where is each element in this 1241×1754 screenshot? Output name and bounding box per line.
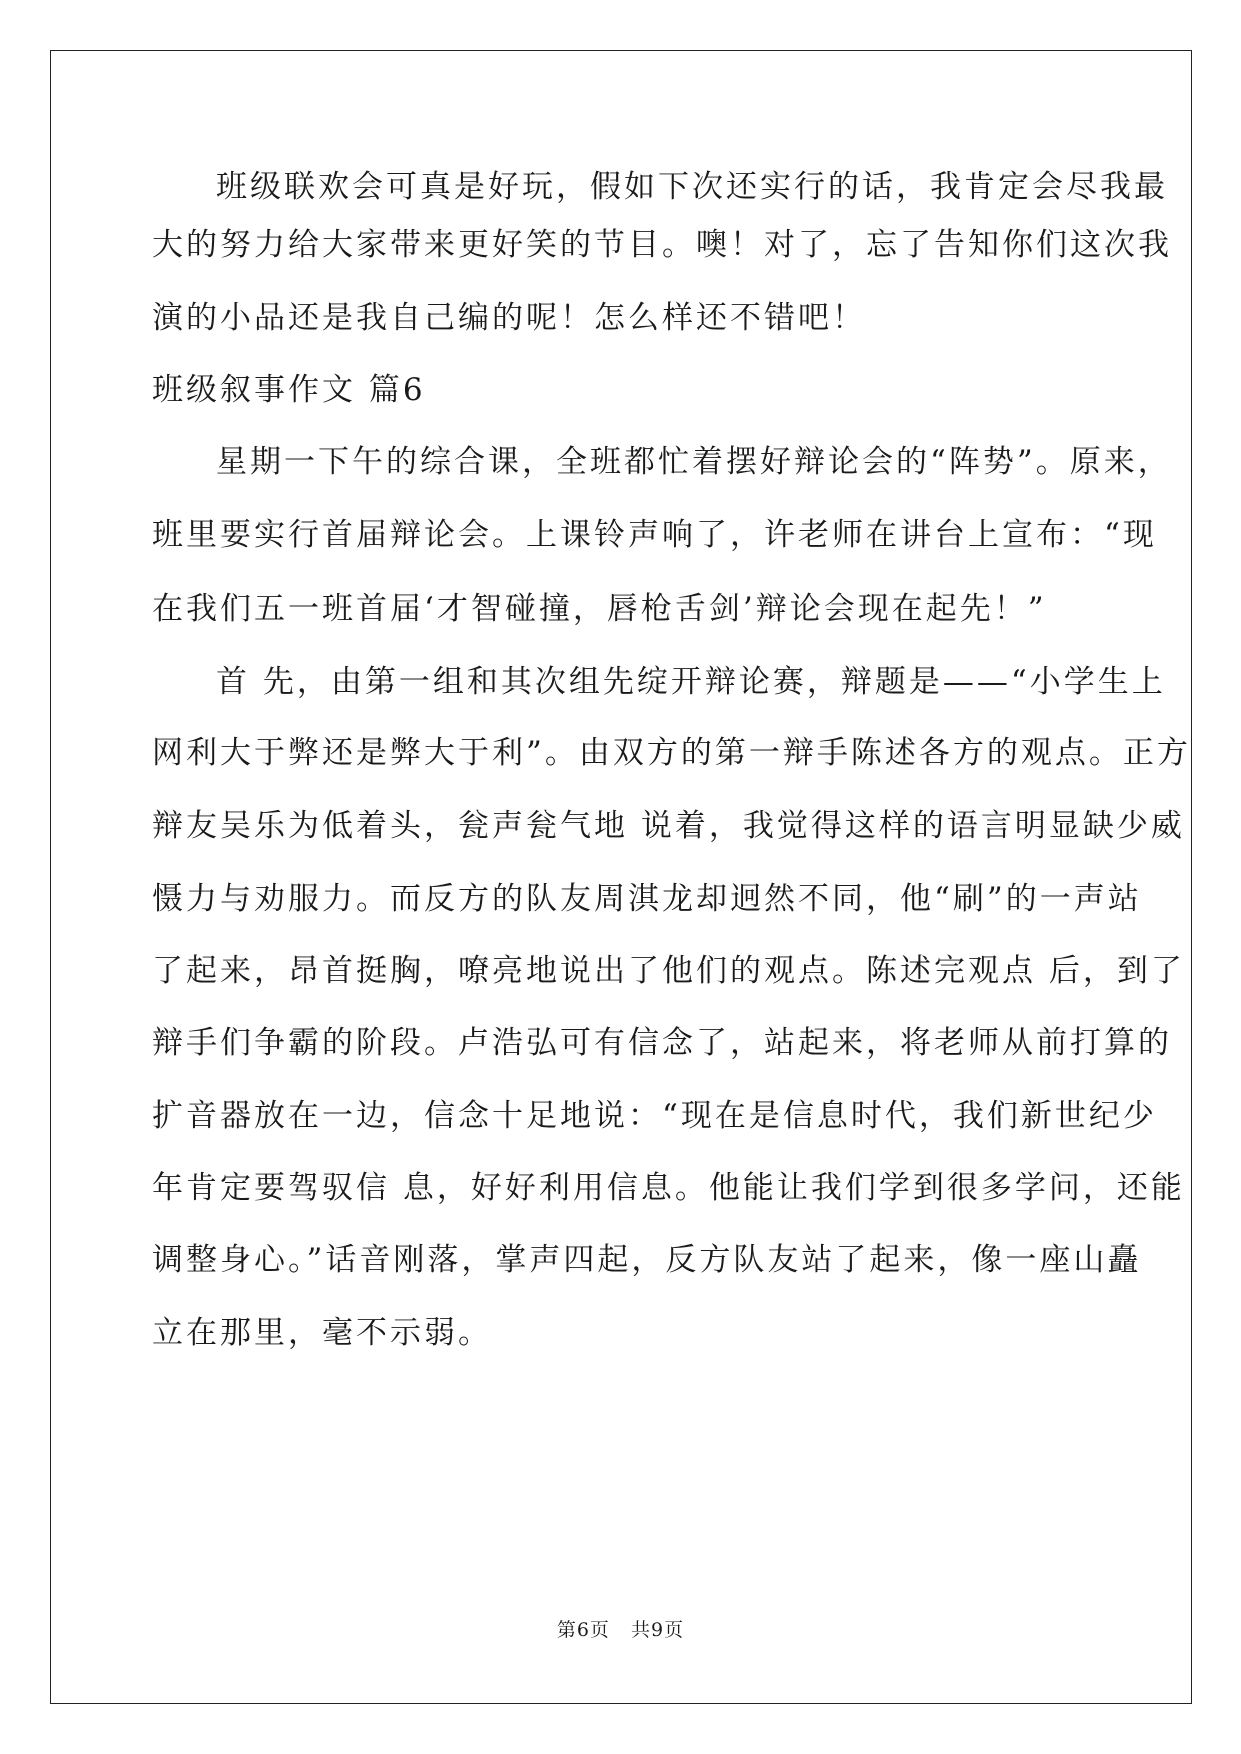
text-line: 星期一下午的综合课，全班都忙着摆好辩论会的“阵势”。原来， bbox=[216, 444, 1172, 480]
page-border bbox=[50, 50, 1192, 1704]
text-line: 班级联欢会可真是好玩，假如下次还实行的话，我肯定会尽我最 bbox=[216, 169, 1168, 205]
text-line: 扩音器放在一边，信念十足地说：“现在是信息时代，我们新世纪少 bbox=[152, 1098, 1157, 1134]
page-footer: 第6页 共9页 bbox=[556, 1619, 685, 1641]
text-line: 调整身心。”话音刚落，掌声四起，反方队友站了起来，像一座山矗 bbox=[152, 1242, 1142, 1278]
text-line: 网利大于弊还是弊大于利”。由双方的第一辩手陈述各方的观点。正方 bbox=[152, 735, 1191, 771]
text-line: 辩友吴乐为低着头，瓮声瓮气地 说着，我觉得这样的语言明显缺少威 bbox=[152, 808, 1185, 844]
text-line: 班里要实行首届辩论会。上课铃声响了，许老师在讲台上宣布：“现 bbox=[152, 517, 1157, 553]
section-heading: 班级叙事作文 篇6 bbox=[152, 372, 426, 408]
text-line: 辩手们争霸的阶段。卢浩弘可有信念了，站起来，将老师从前打算的 bbox=[152, 1025, 1172, 1061]
text-line: 首 先，由第一组和其次组先绽开辩论赛，辩题是——“小学生上 bbox=[216, 664, 1166, 700]
text-line: 立在那里，毫不示弱。 bbox=[152, 1315, 492, 1351]
text-line: 慑力与劝服力。而反方的队友周淇龙却迥然不同，他“刷”的一声站 bbox=[152, 881, 1142, 917]
text-line: 年肯定要驾驭信 息，好好利用信息。他能让我们学到很多学问，还能 bbox=[152, 1170, 1185, 1206]
text-line: 演的小品还是我自己编的呢！怎么样还不错吧！ bbox=[152, 300, 866, 336]
text-line: 在我们五一班首届‘才智碰撞，唇枪舌剑’辩论会现在起先！” bbox=[152, 591, 1047, 627]
text-line: 了起来，昂首挺胸，嘹亮地说出了他们的观点。陈述完观点 后，到了 bbox=[152, 953, 1185, 989]
text-line: 大的努力给大家带来更好笑的节目。噢！对了，忘了告知你们这次我 bbox=[152, 227, 1172, 263]
